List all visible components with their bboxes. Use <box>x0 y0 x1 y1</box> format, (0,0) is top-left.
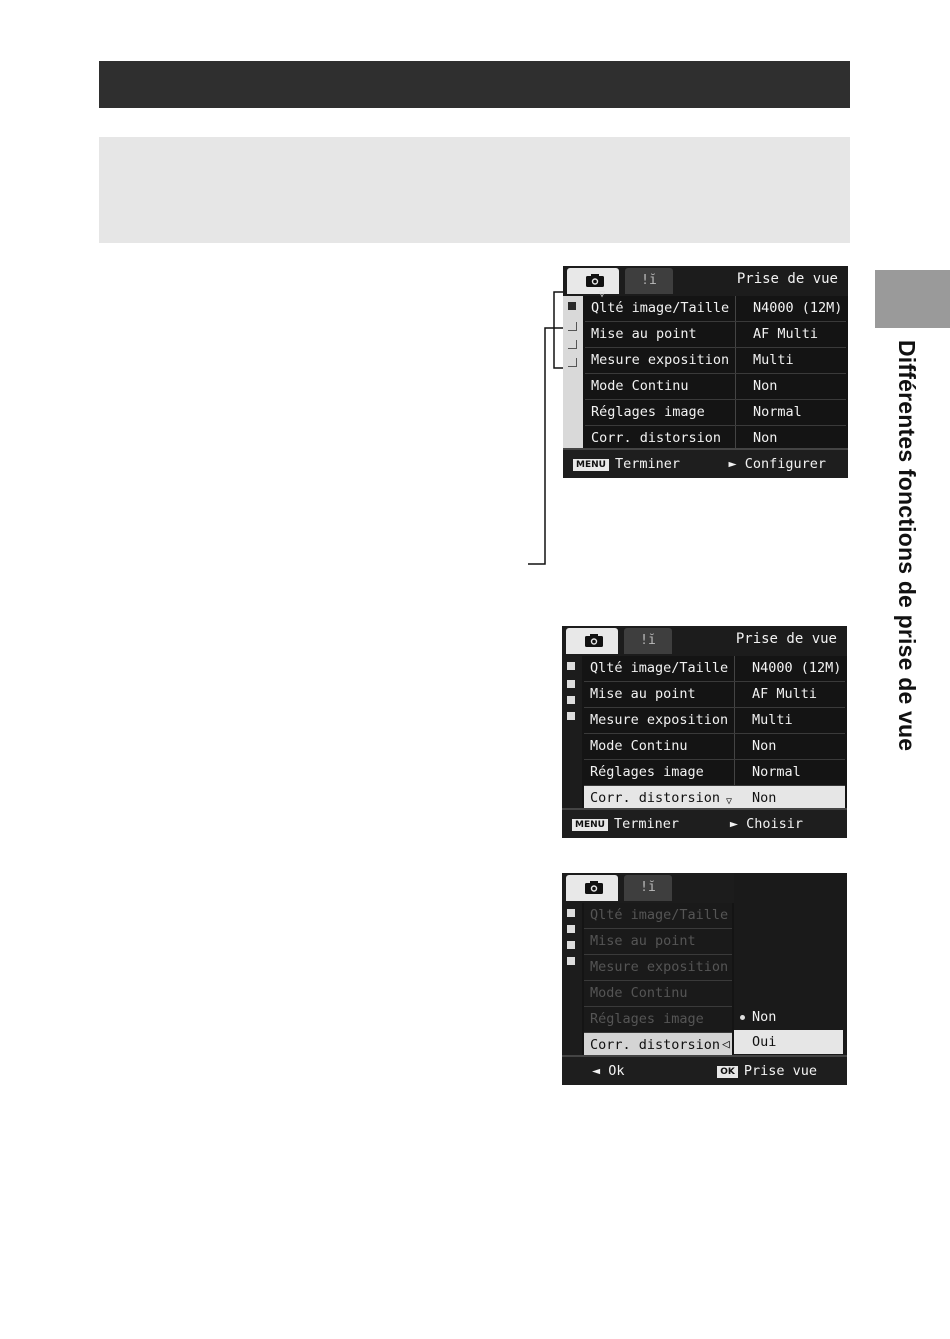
menu-row-quality[interactable] <box>585 296 846 322</box>
right-arrow-icon: ► <box>729 816 738 832</box>
option-label: Non <box>752 1009 777 1025</box>
wrench-icon: ǃĭ <box>641 273 657 288</box>
screen-footer <box>562 1055 847 1085</box>
menu-row-label: Mise au point <box>591 326 697 342</box>
menu-row-value: Multi <box>752 712 793 728</box>
menu-row-continuous <box>584 981 732 1007</box>
wrench-icon: ǃĭ <box>640 633 656 648</box>
menu-row-metering[interactable] <box>585 348 846 374</box>
page-indicator <box>562 903 582 1055</box>
camera-icon <box>586 274 604 287</box>
menu-row-image-settings[interactable] <box>585 400 846 426</box>
menu-row-value: Normal <box>753 404 802 420</box>
intro-box <box>99 137 850 243</box>
down-triangle-icon: ▽ <box>599 289 606 300</box>
ok-key-icon: OK <box>717 1066 738 1078</box>
tab-setup[interactable] <box>624 628 672 654</box>
page-square <box>567 909 575 917</box>
menu-row-label: Mise au point <box>590 933 696 949</box>
menu-row-label: Corr. distorsion <box>591 430 722 446</box>
screen-title: Prise de vue <box>735 631 837 647</box>
menu-row-value: Non <box>753 378 778 394</box>
menu-row-label: Qlté image/Taille <box>591 300 730 316</box>
page-square <box>567 696 575 704</box>
chapter-tab <box>875 270 950 328</box>
menu-row-metering <box>584 955 732 981</box>
chapter-title: Différentes fonctions de prise de vue <box>894 340 920 752</box>
page-square <box>567 925 575 933</box>
tab-shooting[interactable] <box>566 628 618 654</box>
menu-row-label: Mode Continu <box>590 985 688 1001</box>
camera-screen-2 <box>562 626 847 838</box>
page-square <box>568 302 576 310</box>
menu-row-focus <box>584 929 732 955</box>
left-triangle-icon: ◁ <box>722 1037 730 1052</box>
menu-row-value: N4000 (12M) <box>753 300 843 316</box>
right-arrow-icon: ► <box>728 456 737 472</box>
page-tick <box>568 340 577 349</box>
menu-row-label: Mesure exposition <box>590 712 729 728</box>
menu-row-label: Mode Continu <box>590 738 688 754</box>
menu-row-value: Non <box>752 738 777 754</box>
camera-icon <box>585 634 603 647</box>
tab-shooting[interactable] <box>567 268 619 294</box>
page-tick <box>568 322 577 331</box>
page-indicator <box>562 656 582 808</box>
down-triangle-icon: ▽ <box>726 796 733 807</box>
screen-title: Prise de vue <box>736 271 838 287</box>
footer-left-label: Terminer <box>613 816 679 832</box>
menu-row-focus[interactable] <box>585 322 846 348</box>
menu-row-label: Qlté image/Taille <box>590 660 729 676</box>
menu-key-icon: MENU <box>573 459 609 471</box>
menu-row-label: Mise au point <box>590 686 696 702</box>
menu-row-label: Réglages image <box>591 404 705 420</box>
menu-row-label: Mesure exposition <box>591 352 730 368</box>
page-tick <box>568 358 577 367</box>
menu-row-value: Non <box>752 790 777 806</box>
footer-left-label: Terminer <box>614 456 680 472</box>
page-indicator <box>563 296 583 448</box>
camera-icon <box>585 881 603 894</box>
screen-header <box>563 266 848 300</box>
tab-setup[interactable] <box>625 268 673 294</box>
menu-row-value: Non <box>753 430 778 446</box>
menu-row-label: Mesure exposition <box>590 959 729 975</box>
menu-row-quality[interactable] <box>584 656 845 682</box>
menu-row-label: Corr. distorsion <box>590 1037 721 1053</box>
camera-screen-3 <box>562 873 847 1085</box>
screen-footer <box>562 808 847 838</box>
camera-screen-1 <box>563 266 848 478</box>
menu-row-image-settings[interactable] <box>584 760 845 786</box>
menu-row-value: N4000 (12M) <box>752 660 842 676</box>
menu-row-quality <box>584 903 732 929</box>
wrench-icon: ǃĭ <box>640 880 656 895</box>
screen-header <box>562 626 847 656</box>
menu-row-focus[interactable] <box>584 682 845 708</box>
footer-right-label: Configurer <box>744 456 826 472</box>
menu-row-value: AF Multi <box>752 686 818 702</box>
tab-setup[interactable] <box>624 875 672 901</box>
option-oui[interactable] <box>734 1030 843 1054</box>
page-square <box>567 712 575 720</box>
menu-row-label: Mode Continu <box>591 378 689 394</box>
menu-key-icon: MENU <box>572 819 608 831</box>
menu-row-value: Normal <box>752 764 801 780</box>
menu-row-label: Corr. distorsion <box>590 790 721 806</box>
option-label: Oui <box>752 1034 777 1050</box>
option-non[interactable] <box>734 1005 843 1029</box>
page-square <box>567 941 575 949</box>
menu-row-metering[interactable] <box>584 708 845 734</box>
page-square <box>567 957 575 965</box>
menu-row-label: Réglages image <box>590 1011 704 1027</box>
footer-right-label: Choisir <box>746 816 803 832</box>
section-title-bar <box>99 61 850 108</box>
menu-row-continuous[interactable] <box>585 374 846 400</box>
menu-row-label: Qlté image/Taille <box>590 907 729 923</box>
menu-row-label: Réglages image <box>590 764 704 780</box>
screen-footer <box>563 448 848 478</box>
menu-row-continuous[interactable] <box>584 734 845 760</box>
left-arrow-icon: ◄ <box>592 1063 601 1079</box>
selected-dot-icon <box>740 1015 745 1020</box>
page-square <box>567 680 575 688</box>
footer-left-label: Ok <box>608 1063 625 1079</box>
tab-shooting[interactable] <box>566 875 618 901</box>
menu-row-value: AF Multi <box>753 326 819 342</box>
menu-row-image-settings <box>584 1007 732 1033</box>
menu-row-value: Multi <box>753 352 794 368</box>
page-square <box>567 662 575 670</box>
footer-right-label: Prise vue <box>743 1063 817 1079</box>
option-popup <box>734 873 847 1055</box>
